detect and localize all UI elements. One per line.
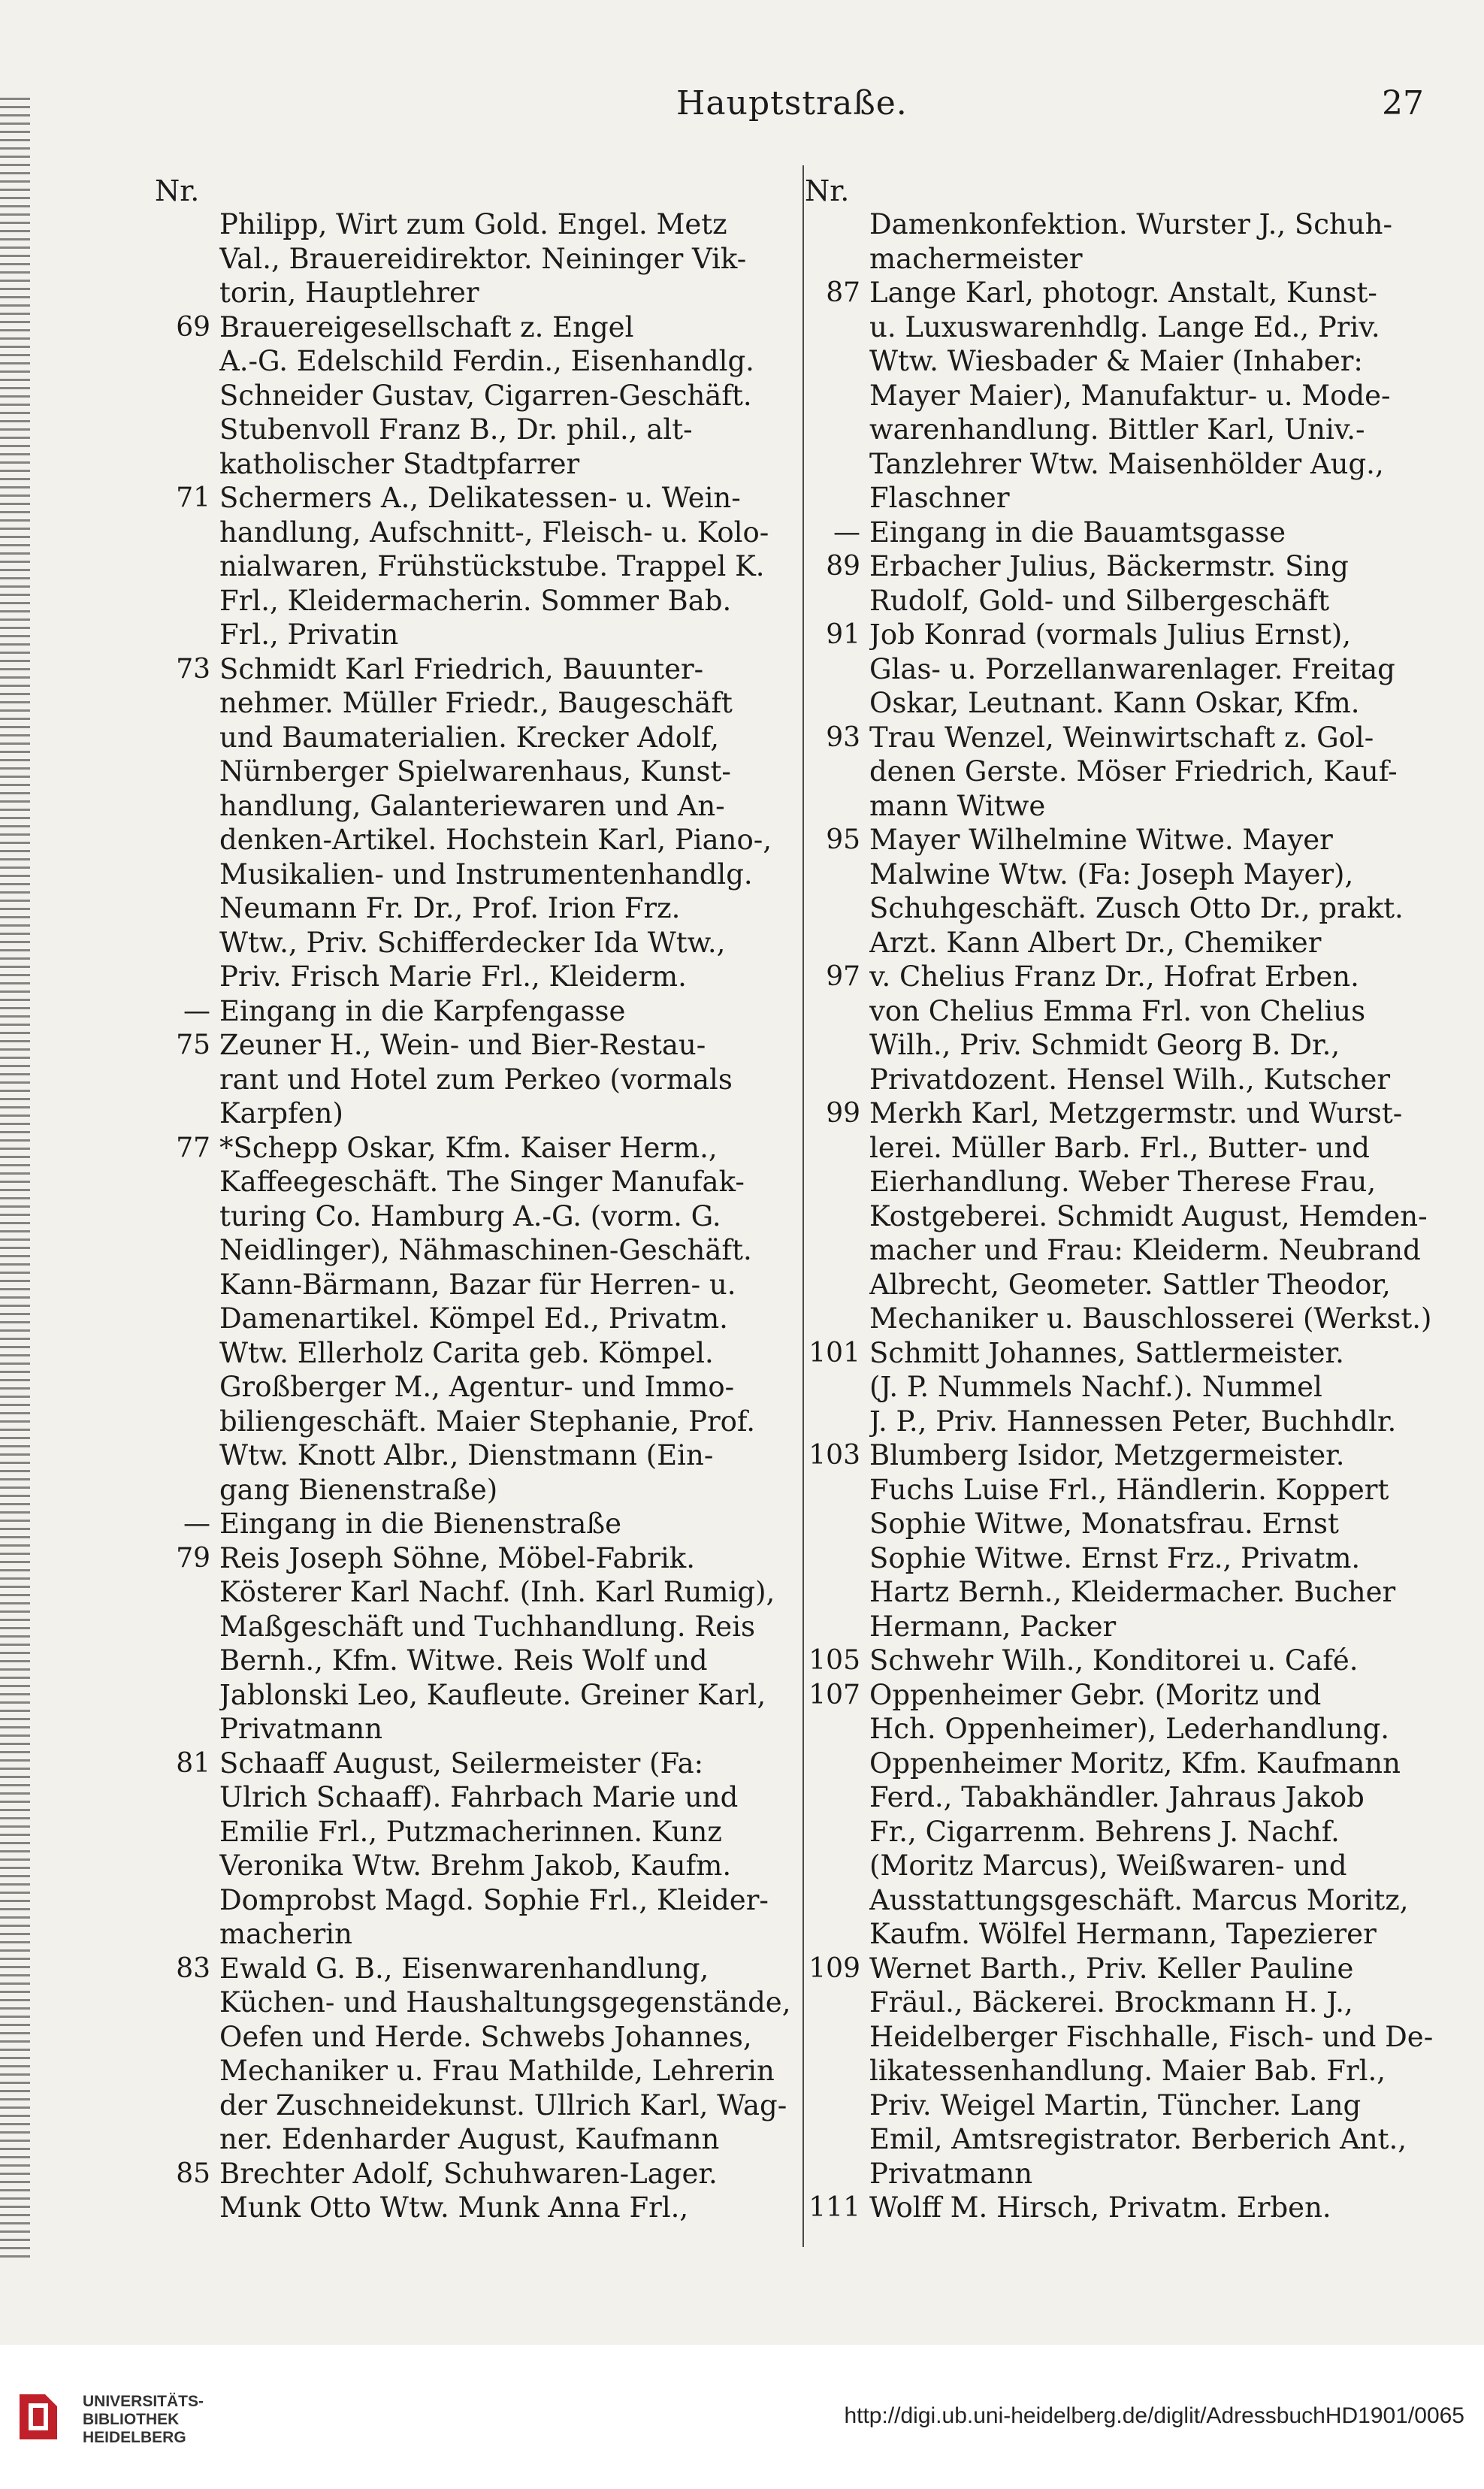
entry-line: Frl., Kleidermacherin. Sommer Bab. <box>219 584 732 617</box>
address-entry <box>158 207 789 310</box>
entry-line: Sophie Witwe, Monatsfrau. Ernst <box>869 1508 1339 1540</box>
entry-line: Priv. Frisch Marie Frl., Kleiderm. <box>219 960 687 993</box>
entry-line: gang Bienenstraße) <box>219 1473 498 1506</box>
entry-line: Privatdozent. Hensel Wilh., Kutscher <box>869 1063 1391 1096</box>
entry-line: Eingang in die Karpfengasse <box>219 994 626 1027</box>
entry-line: denken-Artikel. Hochstein Karl, Piano-, <box>219 824 772 856</box>
entry-line: Eierhandlung. Weber Therese Frau, <box>869 1166 1377 1198</box>
entry-line: A.-G. Edelschild Ferdin., Eisenhandlg. <box>219 345 754 377</box>
address-entry <box>808 549 1431 618</box>
house-number: 109 <box>808 1952 860 1984</box>
entry-line: lerei. Müller Barb. Frl., Butter- und <box>869 1131 1370 1164</box>
entry-line: Hch. Oppenheimer), Lederhandlung. <box>869 1713 1390 1745</box>
entry-line: Wtw., Priv. Schifferdecker Ida Wtw., <box>219 926 726 959</box>
entry-line: und Baumaterialien. Krecker Adolf, <box>219 721 719 754</box>
source-url-link[interactable]: http://digi.ub.uni-heidelberg.de/diglit/AdressbuchHD1901/0065 <box>844 2403 1464 2428</box>
entry-line: Veronika Wtw. Brehm Jakob, Kaufm. <box>219 1849 732 1882</box>
address-entry <box>808 1952 1434 2191</box>
entry-line: Kaufm. Wölfel Hermann, Tapezierer <box>869 1918 1377 1950</box>
entry-line: Tanzlehrer Wtw. Maisenhölder Aug., <box>869 447 1384 480</box>
house-number: 107 <box>808 1679 860 1710</box>
entry-line: Ulrich Schaaff). Fahrbach Marie und <box>219 1781 739 1813</box>
entry-line: Karpfen) <box>219 1097 343 1130</box>
entry-line: Brauereigesellschaft z. Engel <box>219 310 634 343</box>
address-entry <box>808 207 1431 276</box>
entry-line: Brechter Adolf, Schuhwaren-Lager. <box>219 2157 718 2190</box>
address-entry <box>158 2157 789 2225</box>
entry-line: Lange Karl, photogr. Anstalt, Kunst- <box>869 277 1377 309</box>
address-entry <box>158 1747 789 1952</box>
entry-line: *Schepp Oskar, Kfm. Kaiser Herm., <box>219 1131 718 1164</box>
address-entry <box>808 823 1431 960</box>
entry-line: Oppenheimer Gebr. (Moritz und <box>869 1678 1322 1711</box>
entry-line: warenhandlung. Bittler Karl, Univ.- <box>869 413 1365 446</box>
house-number: 73 <box>176 653 210 685</box>
entry-line: Rudolf, Gold- und Silbergeschäft <box>869 584 1330 617</box>
house-number: 81 <box>176 1747 210 1779</box>
left-column <box>155 174 791 2225</box>
entry-line: (Moritz Marcus), Weißwaren- und <box>869 1849 1347 1882</box>
address-entry <box>808 1438 1431 1644</box>
entry-line: handlung, Aufschnitt-, Fleisch- u. Kolo- <box>219 516 769 549</box>
right-column <box>805 174 1434 2225</box>
entry-line: Oppenheimer Moritz, Kfm. Kaufmann <box>869 1747 1401 1780</box>
entry-line: Oskar, Leutnant. Kann Oskar, Kfm. <box>869 687 1360 719</box>
page-title: Hauptstraße. <box>676 84 908 122</box>
entry-line: Kösterer Karl Nachf. (Inh. Karl Rumig), <box>219 1576 775 1608</box>
entry-line: Schneider Gustav, Cigarren-Geschäft. <box>219 379 752 412</box>
entry-line: Schmidt Karl Friedrich, Bauunter- <box>219 652 704 685</box>
address-entry <box>808 276 1431 516</box>
entry-text <box>869 207 1431 276</box>
entry-line: J. P., Priv. Hannessen Peter, Buchhdlr. <box>869 1405 1397 1438</box>
entry-text <box>219 1747 789 1952</box>
entry-text <box>219 1507 789 1541</box>
address-entry <box>158 1952 789 2157</box>
entry-line: Munk Otto Wtw. Munk Anna Frl., <box>219 2191 689 2224</box>
address-entry <box>158 1131 789 1508</box>
entry-line: (J. P. Nummels Nachf.). Nummel <box>869 1371 1322 1403</box>
address-entry <box>808 1644 1431 1678</box>
entry-line: Wolff M. Hirsch, Privatm. Erben. <box>869 2191 1331 2224</box>
entry-line: Trau Wenzel, Weinwirtschaft z. Gol- <box>869 721 1374 754</box>
house-number: 97 <box>826 961 860 992</box>
address-entry <box>158 994 789 1029</box>
entry-line: Schuhgeschäft. Zusch Otto Dr., prakt. <box>869 892 1404 924</box>
nr-label: Nr. <box>805 174 850 207</box>
entry-line: Mechaniker u. Frau Mathilde, Lehrerin <box>219 2055 775 2087</box>
entry-line: Emil, Amtsregistrator. Berberich Ant., <box>869 2123 1407 2155</box>
entry-line: torin, Hauptlehrer <box>219 277 479 309</box>
entry-line: Mechaniker u. Bauschlosserei (Werkst.) <box>869 1302 1432 1335</box>
entry-line: Malwine Wtw. (Fa: Joseph Mayer), <box>869 857 1354 891</box>
library-logo-icon <box>15 2390 62 2444</box>
entry-text <box>869 1678 1431 1952</box>
entry-text <box>869 618 1431 721</box>
entry-line: ner. Edenharder August, Kaufmann <box>219 2123 720 2155</box>
entry-text <box>869 276 1431 516</box>
page-header <box>0 84 1484 137</box>
entry-line: Priv. Weigel Martin, Tüncher. Lang <box>869 2088 1362 2122</box>
entry-line: Schaaff August, Seilermeister (Fa: <box>219 1747 704 1780</box>
entry-line: der Zuschneidekunst. Ullrich Karl, Wag- <box>219 2088 787 2122</box>
library-name-line: HEIDELBERG <box>83 2429 186 2446</box>
entry-line: Wernet Barth., Priv. Keller Pauline <box>869 1952 1354 1985</box>
house-number: 83 <box>176 1952 210 1984</box>
house-number: 89 <box>826 551 860 582</box>
entry-text <box>869 1438 1431 1644</box>
address-entry <box>158 652 789 994</box>
entry-line: von Chelius Emma Frl. von Chelius <box>869 994 1366 1027</box>
address-entry <box>158 310 789 482</box>
entry-line: Merkh Karl, Metzgermstr. und Wurst- <box>869 1097 1403 1130</box>
entry-text <box>869 823 1431 960</box>
entry-text <box>219 2157 789 2225</box>
entry-line: Maßgeschäft und Tuchhandlung. Reis <box>219 1610 756 1643</box>
entry-line: Damenartikel. Kömpel Ed., Privatm. <box>219 1302 728 1335</box>
entry-text <box>869 1644 1431 1678</box>
entry-line: Fräul., Bäckerei. Brockmann H. J., <box>869 1986 1353 2019</box>
house-number: 103 <box>808 1440 860 1471</box>
entry-line: Domprobst Magd. Sophie Frl., Kleider- <box>219 1883 769 1916</box>
house-number: 95 <box>826 824 860 855</box>
entry-line: Zeuner H., Wein- und Bier-Restau- <box>219 1029 706 1061</box>
entry-line: Emilie Frl., Putzmacherinnen. Kunz <box>219 1815 722 1848</box>
library-name <box>83 2393 204 2447</box>
entry-line: Jablonski Leo, Kaufleute. Greiner Karl, <box>219 1678 766 1711</box>
entry-line: Kostgeberei. Schmidt August, Hemden- <box>869 1199 1428 1232</box>
entry-text <box>219 1952 790 2157</box>
entry-line: Küchen- und Haushaltungsgegenstände, <box>219 1986 791 2019</box>
entry-line: Fr., Cigarrenm. Behrens J. Nachf. <box>869 1815 1340 1848</box>
entry-line: Albrecht, Geometer. Sattler Theodor, <box>869 1268 1391 1301</box>
entry-line: nialwaren, Frühstückstube. Trappel K. <box>219 550 765 582</box>
entry-line: Flaschner <box>869 482 1010 514</box>
footer <box>0 2345 1484 2489</box>
entry-text <box>869 1096 1431 1336</box>
entry-line: macher und Frau: Kleiderm. Neubrand <box>869 1234 1421 1266</box>
house-number: 105 <box>808 1645 860 1676</box>
entry-line: mann Witwe <box>869 789 1046 822</box>
house-number: 99 <box>826 1098 860 1129</box>
address-entry <box>158 1541 789 1747</box>
entry-line: Bernh., Kfm. Witwe. Reis Wolf und <box>219 1644 708 1677</box>
address-entry <box>808 516 1431 550</box>
entry-line: Arzt. Kann Albert Dr., Chemiker <box>869 926 1322 959</box>
entry-line: Ewald G. B., Eisenwarenhandlung, <box>219 1952 709 1985</box>
house-number: 101 <box>808 1337 860 1368</box>
entry-line: Frl., Privatin <box>219 618 399 651</box>
entry-text <box>219 994 789 1029</box>
entry-line: Musikalien- und Instrumentenhandlg. <box>219 857 753 891</box>
house-number: 79 <box>176 1542 210 1574</box>
entry-line: Mayer Wilhelmine Witwe. Mayer <box>869 824 1333 856</box>
entry-line: Mayer Maier), Manufaktur- u. Mode- <box>869 379 1391 412</box>
entry-line: Wilh., Priv. Schmidt Georg B. Dr., <box>869 1029 1340 1061</box>
entry-line: Schermers A., Delikatessen- u. Wein- <box>219 482 741 514</box>
address-entry <box>158 1028 789 1131</box>
entry-text <box>219 310 789 482</box>
entry-line: Sophie Witwe. Ernst Frz., Privatm. <box>869 1541 1361 1574</box>
entry-line: Kaffeegeschäft. The Singer Manufak- <box>219 1166 745 1198</box>
entry-line: v. Chelius Franz Dr., Hofrat Erben. <box>869 960 1359 993</box>
entry-text <box>869 1336 1431 1439</box>
entry-line: Nürnberger Spielwarenhaus, Kunst- <box>219 755 731 788</box>
nr-label: Nr. <box>155 174 200 207</box>
house-number: 111 <box>808 2192 860 2223</box>
address-entry <box>808 1336 1431 1439</box>
entry-line: Wtw. Wiesbader & Maier (Inhaber: <box>869 345 1363 377</box>
entry-text <box>869 1952 1433 2191</box>
entry-line: denen Gerste. Möser Friedrich, Kauf- <box>869 755 1398 788</box>
entry-line: Job Konrad (vormals Julius Ernst), <box>869 618 1352 651</box>
house-number: 87 <box>826 277 860 308</box>
entry-line: Ferd., Tabakhändler. Jahraus Jakob <box>869 1781 1365 1813</box>
entry-text <box>869 960 1431 1096</box>
house-number: 69 <box>176 311 210 343</box>
address-entry <box>808 721 1431 824</box>
entry-line: Privatmann <box>219 1713 383 1745</box>
entry-line: Val., Brauereidirektor. Neininger Vik- <box>219 242 747 275</box>
entry-line: Wtw. Knott Albr., Dienstmann (Ein- <box>219 1439 714 1471</box>
address-entry <box>808 2191 1431 2225</box>
house-number: — <box>833 516 860 548</box>
house-number: — <box>183 1508 210 1539</box>
entry-line: Schwehr Wilh., Konditorei u. Café. <box>869 1644 1359 1677</box>
entry-line: handlung, Galanteriewaren und An- <box>219 789 725 822</box>
entry-line: biliengeschäft. Maier Stephanie, Prof. <box>219 1405 756 1438</box>
entry-line: Schmitt Johannes, Sattlermeister. <box>869 1336 1344 1369</box>
entry-text <box>869 549 1431 618</box>
entry-line: Neumann Fr. Dr., Prof. Irion Frz. <box>219 892 681 924</box>
entry-line: Eingang in die Bauamtsgasse <box>869 516 1286 549</box>
library-name-line: UNIVERSITÄTS- <box>83 2393 204 2410</box>
address-entry <box>808 1096 1431 1336</box>
entry-text <box>869 516 1431 550</box>
entry-line: Stubenvoll Franz B., Dr. phil., alt- <box>219 413 693 446</box>
entry-line: nehmer. Müller Friedr., Baugeschäft <box>219 687 733 719</box>
entry-line: Damenkonfektion. Wurster J., Schuh- <box>869 208 1392 240</box>
entry-line: Privatmann <box>869 2157 1033 2190</box>
house-number: 71 <box>176 482 210 513</box>
entry-line: Ausstattungsgeschäft. Marcus Moritz, <box>869 1883 1409 1916</box>
page-number: 27 <box>1382 84 1424 122</box>
house-number: 77 <box>176 1132 210 1163</box>
entry-line: rant und Hotel zum Perkeo (vormals <box>219 1063 733 1096</box>
entry-line: Glas- u. Porzellanwarenlager. Freitag <box>869 652 1395 685</box>
entry-line: Eingang in die Bienenstraße <box>219 1508 621 1540</box>
entry-text <box>869 2191 1431 2225</box>
house-number: 91 <box>826 619 860 650</box>
library-name-line: BIBLIOTHEK <box>83 2411 180 2428</box>
entry-line: Hermann, Packer <box>869 1610 1117 1643</box>
entry-line: Blumberg Isidor, Metzgermeister. <box>869 1439 1345 1471</box>
entry-line: Philipp, Wirt zum Gold. Engel. Metz <box>219 208 727 240</box>
entry-text <box>219 1028 789 1131</box>
entry-line: Hartz Bernh., Kleidermacher. Bucher <box>869 1576 1396 1608</box>
scan-edge-stripe <box>0 98 30 2262</box>
entry-line: Oefen und Herde. Schwebs Johannes, <box>219 2020 752 2053</box>
entry-line: likatessenhandlung. Maier Bab. Frl., <box>869 2055 1386 2087</box>
entry-line: Wtw. Ellerholz Carita geb. Kömpel. <box>219 1336 714 1369</box>
house-number: 85 <box>176 2158 210 2189</box>
address-entry <box>158 1507 789 1541</box>
address-entry <box>158 481 789 652</box>
address-entry <box>808 1678 1431 1952</box>
entry-text <box>219 1131 789 1508</box>
entry-line: Fuchs Luise Frl., Händlerin. Koppert <box>869 1473 1389 1506</box>
house-number: — <box>183 995 210 1027</box>
address-entry <box>808 618 1431 721</box>
entry-line: katholischer Stadtpfarrer <box>219 447 580 480</box>
entry-line: turing Co. Hamburg A.-G. (vorm. G. <box>219 1199 721 1232</box>
entry-line: Reis Joseph Söhne, Möbel-Fabrik. <box>219 1541 695 1574</box>
entry-text <box>869 721 1431 824</box>
entry-text <box>219 481 789 652</box>
entry-text <box>219 652 789 994</box>
entry-line: macherin <box>219 1918 352 1950</box>
entry-line: Heidelberger Fischhalle, Fisch- und De- <box>869 2020 1434 2053</box>
house-number: 93 <box>826 721 860 753</box>
entry-text <box>219 1541 789 1747</box>
entry-line: Kann-Bärmann, Bazar für Herren- u. <box>219 1268 736 1301</box>
column-divider <box>802 165 804 2247</box>
entry-line: Neidlinger), Nähmaschinen-Geschäft. <box>219 1234 752 1266</box>
entry-line: Großberger M., Agentur- und Immo- <box>219 1371 735 1403</box>
entry-text <box>219 207 789 310</box>
entry-line: Erbacher Julius, Bäckermstr. Sing <box>869 550 1349 582</box>
entry-line: machermeister <box>869 242 1083 275</box>
entry-line: u. Luxuswarenhdlg. Lange Ed., Priv. <box>869 310 1380 343</box>
address-entry <box>808 960 1431 1096</box>
house-number: 75 <box>176 1030 210 1060</box>
